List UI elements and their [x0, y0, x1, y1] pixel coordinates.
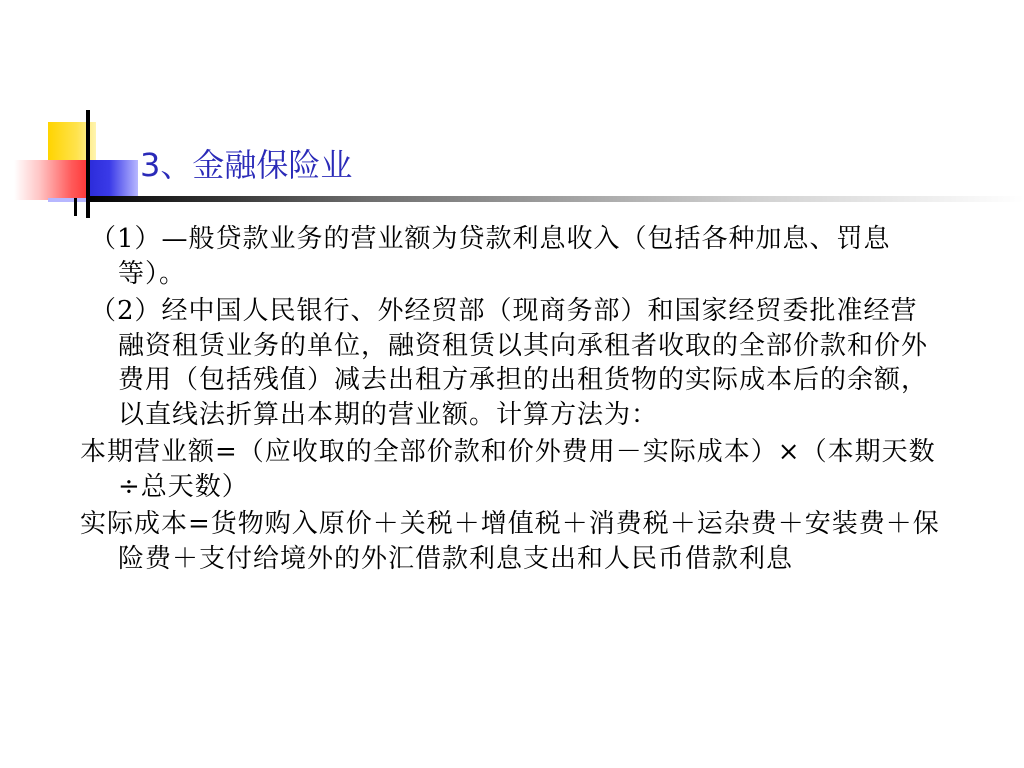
slide-title: 3、金融保险业 [140, 146, 353, 184]
paragraph-4-formula: 实际成本=货物购入原价＋关税＋增值税＋消费税＋运杂费＋安装费＋保险费＋支付给境外的外汇借款利息支出和人民币借款利息 [80, 509, 940, 574]
title-underline-rule [86, 196, 1024, 202]
decorative-blue-square [86, 160, 138, 200]
decorative-short-line [74, 198, 77, 216]
paragraph-1: （1）—般贷款业务的营业额为贷款利息收入（包括各种加息、罚息等）。 [90, 224, 891, 289]
decorative-red-bar [14, 160, 86, 200]
paragraph-3-formula: 本期营业额=（应收取的全部价款和价外费用－实际成本）×（本期天数÷总天数） [80, 437, 936, 502]
paragraph-2: （2）经中国人民银行、外经贸部（现商务部）和国家经贸委批准经营融资租赁业务的单位，融资租赁以其向承租者收取的全部价款和价外费用（包括残值）减去出租方承担的出租货物的实际成本后的余额，以直线法折算出本期的营业额。计算方法为： [90, 296, 929, 430]
slide-body [80, 222, 940, 579]
